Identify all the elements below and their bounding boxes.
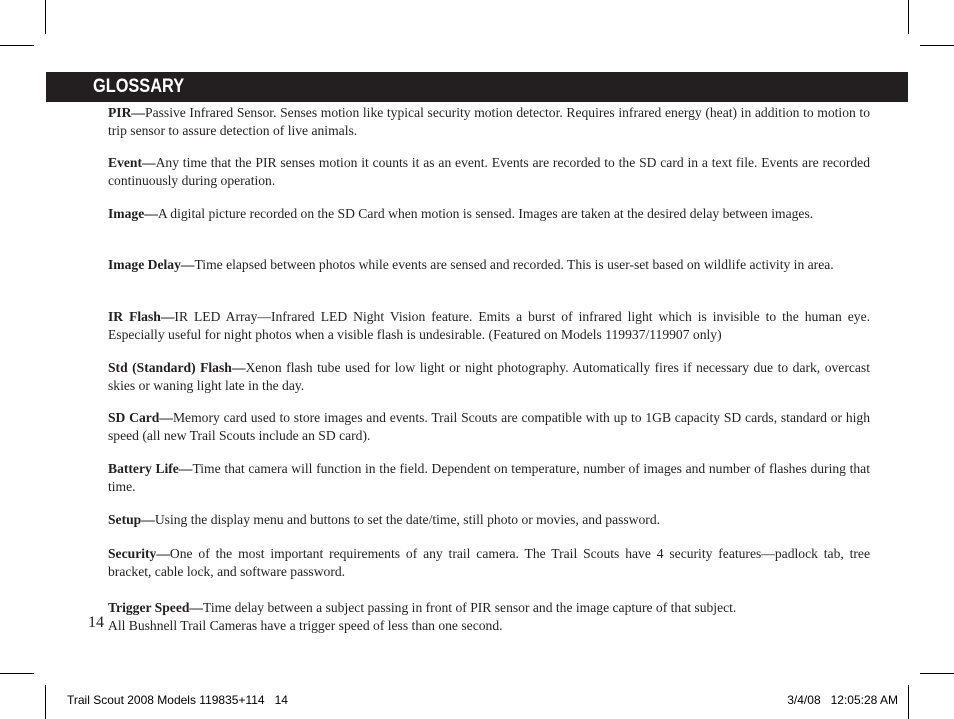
- glossary-definition: One of the most important requirements of any trail camera. The Trail Scouts have 4 security features—padlock tab, tree bracket, cable lock, and software password.: [108, 546, 870, 579]
- glossary-entry: [108, 104, 870, 140]
- crop-mark: [45, 0, 46, 34]
- glossary-term: Trigger Speed—: [108, 600, 204, 615]
- glossary-entry: [108, 154, 870, 190]
- glossary-definition: Passive Infrared Sensor. Senses motion like typical security motion detector. Requires infrared energy (heat) in addition to motion to trip sensor to assure detection of live animals.: [108, 105, 870, 138]
- glossary-term: SD Card—: [108, 410, 173, 425]
- glossary-term: Event—: [108, 155, 156, 170]
- glossary-definition: Memory card used to store images and events. Trail Scouts are compatible with up to 1GB capacity SD cards, standard or high speed (all new Trail Scouts include an SD card).: [108, 410, 871, 443]
- glossary-term: Image Delay—: [108, 257, 195, 272]
- glossary-definition: Time elapsed between photos while events are sensed and recorded. This is user-set based on wildlife activity in area.: [194, 257, 834, 272]
- glossary-term: Std (Standard) Flash—: [108, 360, 246, 375]
- crop-mark: [45, 685, 46, 719]
- glossary-note: All Bushnell Trail Cameras have a trigger speed of less than one second.: [108, 618, 503, 633]
- glossary-entry: [108, 511, 870, 529]
- glossary-entry: [108, 599, 870, 635]
- header-bar: [46, 72, 908, 102]
- crop-mark: [0, 45, 34, 46]
- footer-left: Trail Scout 2008 Models 119835+114 14: [67, 693, 288, 707]
- crop-mark: [908, 0, 909, 34]
- crop-mark: [920, 45, 954, 46]
- glossary-definition: Any time that the PIR senses motion it counts it as an event. Events are recorded to the SD card in a text file. Events are recorded continuously during operation.: [108, 155, 870, 188]
- glossary-entry: [108, 545, 870, 581]
- crop-mark: [908, 685, 909, 719]
- crop-mark: [0, 673, 34, 674]
- glossary-term: PIR—: [108, 105, 146, 120]
- glossary-term: Security—: [108, 546, 170, 561]
- glossary-entry: [108, 359, 870, 395]
- glossary-entry: [108, 409, 870, 445]
- glossary-entry: [108, 460, 870, 496]
- glossary-term: Battery Life—: [108, 461, 193, 476]
- glossary-entry: [108, 308, 870, 344]
- glossary-definition: Xenon flash tube used for low light or night photography. Automatically fires if necessary due to dark, overcast skies or waning light late in the day.: [108, 360, 870, 393]
- crop-mark: [920, 673, 954, 674]
- glossary-entry: [108, 256, 870, 274]
- glossary-term: IR Flash—: [108, 309, 175, 324]
- glossary-definition: Using the display menu and buttons to set the date/time, still photo or movies, and password.: [154, 512, 661, 527]
- glossary-definition: Time delay between a subject passing in front of PIR sensor and the image capture of that subject.: [203, 600, 737, 615]
- glossary-term: Setup—: [108, 512, 155, 527]
- page-title: GLOSSARY: [93, 76, 185, 97]
- glossary-definition: Time that camera will function in the field. Dependent on temperature, number of images and number of flashes during that time.: [108, 461, 870, 494]
- page-number: 14: [88, 614, 104, 631]
- glossary-definition: A digital picture recorded on the SD Card when motion is sensed. Images are taken at the desired delay between images.: [157, 206, 814, 221]
- footer-right: 3/4/08 12:05:28 AM: [787, 693, 898, 707]
- glossary-entry: [108, 205, 870, 223]
- glossary-definition: IR LED Array—Infrared LED Night Vision feature. Emits a burst of infrared light which is invisible to the human eye. Especially useful for night photos when a visible flash is undesirable. (Featured on Models 119937/119907 only): [108, 309, 870, 342]
- glossary-term: Image—: [108, 206, 158, 221]
